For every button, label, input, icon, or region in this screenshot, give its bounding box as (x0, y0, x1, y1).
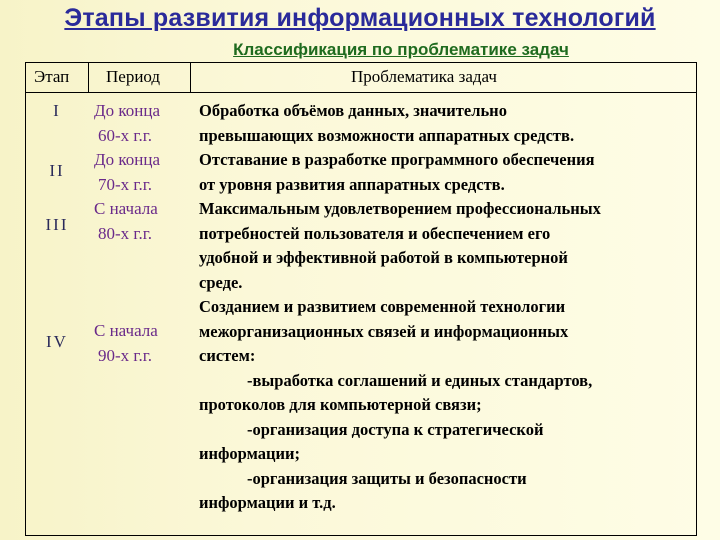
problem-line: протоколов для компьютерной связи; (199, 395, 482, 414)
problem-line: среде. (199, 272, 243, 292)
period-2-line-2: 70-х г.г. (98, 174, 153, 194)
period-3 (94, 197, 194, 246)
table-header (26, 63, 696, 93)
header-stage: Этап (34, 67, 70, 86)
stages-table (25, 62, 697, 536)
problem-line: от уровня развития аппаратных средств. (199, 174, 505, 194)
problem-line: превышающих возможности аппаратных средств. (199, 125, 575, 145)
stage-4: IV (46, 332, 68, 351)
header-problems: Проблематика задач (351, 67, 497, 86)
problem-line: -организация защиты и безопасности (247, 468, 527, 488)
period-2-line-1: До конца (94, 150, 160, 169)
problem-line: -организация доступа к стратегической (247, 419, 544, 439)
problem-line: удобной и эффективной работой в компьютерной (199, 248, 568, 267)
stage-2: II (49, 161, 65, 180)
problem-line: Обработка объёмов данных, значительно (199, 101, 507, 120)
problems-column (199, 99, 694, 516)
period-1-line-1: До конца (94, 101, 160, 120)
period-4-line-1: С начала (94, 321, 158, 340)
period-4-line-2: 90-х г.г. (98, 345, 153, 365)
stage-1: I (53, 101, 61, 120)
problem-line: -выработка соглашений и единых стандартов, (247, 370, 593, 390)
period-2 (94, 148, 194, 197)
problem-line: Созданием и развитием современной технологии (199, 297, 566, 316)
period-3-line-1: С начала (94, 199, 158, 218)
problem-line: информации; (199, 444, 300, 463)
problem-line: Максимальным удовлетворением профессиональных (199, 199, 601, 218)
period-1-line-2: 60-х г.г. (98, 125, 153, 145)
period-1 (94, 99, 194, 148)
problem-line: информации и т.д. (199, 493, 336, 512)
problem-line: межорганизационных связей и информационных (199, 321, 569, 341)
period-3-line-2: 80-х г.г. (98, 223, 153, 243)
table-body (26, 93, 696, 535)
header-period: Период (106, 67, 161, 86)
stage-3: III (45, 215, 69, 234)
problem-line: систем: (199, 346, 256, 365)
period-4 (94, 319, 194, 368)
page-title: Этапы развития информационных технологий (64, 4, 656, 32)
problem-line: потребностей пользователя и обеспечением его (199, 223, 551, 243)
page-subtitle: Классификация по проблематике задач (233, 40, 569, 59)
problem-line: Отставание в разработке программного обеспечения (199, 150, 595, 169)
